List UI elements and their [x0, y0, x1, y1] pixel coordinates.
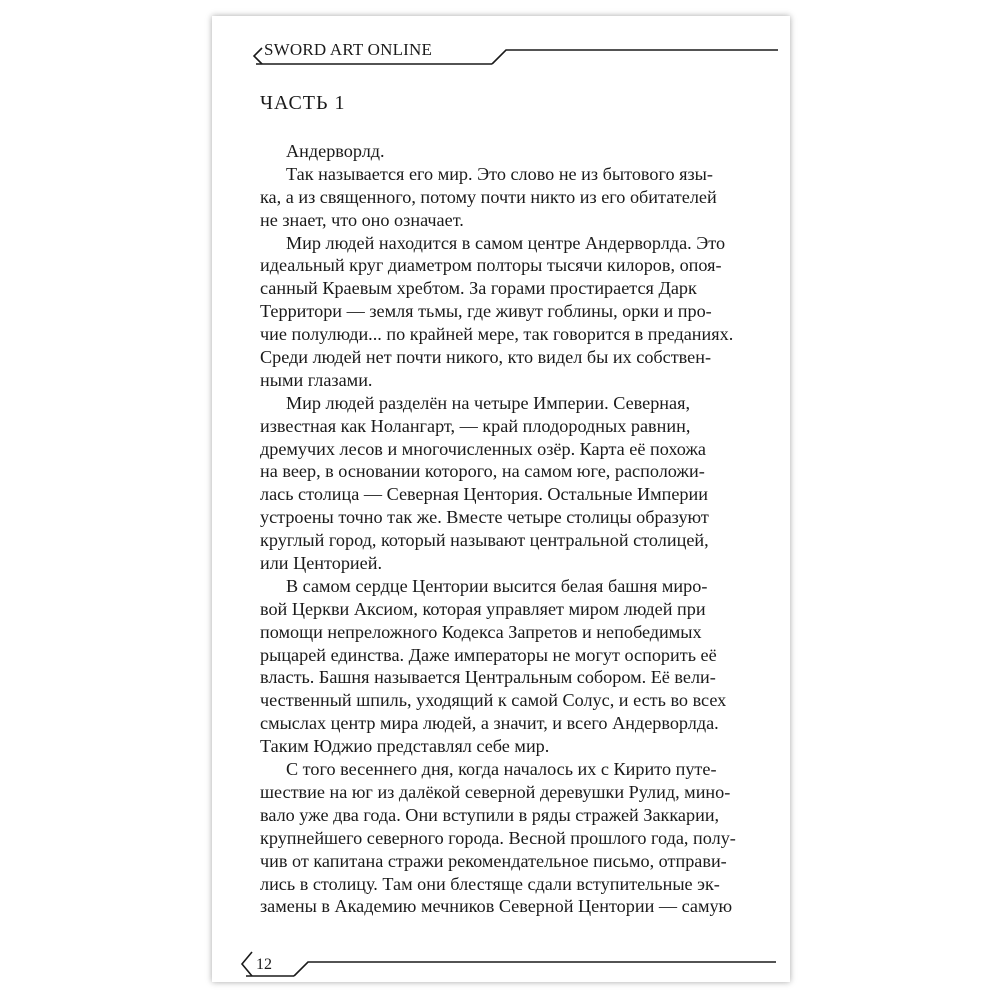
text-line: известная как Нолангарт, — край плодородных равнин, [260, 415, 691, 436]
text-line: Андерворлд. [286, 141, 385, 161]
page-number: 12 [256, 956, 272, 973]
text-line: санный Краевым хребтом. За горами простирается Дарк [260, 278, 697, 299]
text-line: чив от капитана стражи рекомендательное письмо, отправи- [260, 850, 727, 871]
series-title: SWORD ART ONLINE [264, 40, 433, 59]
text-line: крупнейшего северного города. Весной прошлого года, полу- [260, 827, 736, 848]
text-line: не знает, что оно означает. [260, 209, 464, 230]
text-line: замены в Академию мечников Северной Центории — самую [260, 896, 733, 917]
book-page [212, 16, 790, 982]
text-line: Так называется его мир. Это слово не из бытового язы- [286, 163, 713, 184]
chapter-heading: ЧАСТЬ 1 [260, 92, 346, 114]
text-line: власть. Башня называется Центральным собором. Её вели- [260, 667, 716, 688]
text-line: чие полулюди... по крайней мере, так говорится в преданиях. [260, 324, 734, 345]
running-footer [212, 936, 790, 982]
text-line: чественный шпиль, уходящий к самой Солус, и есть во всех [260, 690, 727, 711]
text-line: вало уже два года. Они вступили в ряды стражей Заккарии, [260, 804, 720, 825]
text-line: ка, а из священного, потому почти никто из его обитателей [260, 186, 717, 207]
text-line: идеальный круг диаметром полторы тысячи килоров, опоя- [260, 255, 722, 276]
footer-ornament [212, 936, 790, 982]
text-line: Мир людей находится в самом центре Андерворлда. Это [286, 232, 726, 253]
text-line: Таким Юджио представлял себе мир. [260, 736, 550, 757]
text-line: В самом сердце Центории высится белая башня миро- [286, 575, 708, 596]
text-line: лась столица — Северная Центория. Остальные Империи [260, 484, 708, 505]
text-line: С того весеннего дня, когда началось их с Кирито путе- [286, 759, 717, 780]
text-line: смыслах центр мира людей, а значит, и всего Андерворлда. [260, 713, 719, 734]
text-line: рыцарей единства. Даже императоры не могут оспорить её [260, 644, 717, 665]
text-line: помощи непреложного Кодекса Запретов и непобедимых [260, 621, 702, 642]
text-line: шествие на юг из далёкой северной деревушки Рулид, мино- [260, 781, 731, 802]
text-line: круглый город, который называют центральной столицей, [260, 530, 709, 551]
text-line: вой Церкви Аксиом, которая управляет миром людей при [260, 598, 706, 619]
text-line: ными глазами. [260, 369, 373, 390]
text-line: лись в столицу. Там они блестяще сдали вступительные эк- [260, 873, 720, 894]
text-line: Среди людей нет почти никого, кто видел бы их собствен- [260, 347, 712, 368]
text-line: Мир людей разделён на четыре Империи. Северная, [286, 392, 691, 413]
text-line: Территори — земля тьмы, где живут гоблины, орки и про- [260, 301, 712, 322]
text-line: или Центорией. [260, 553, 383, 574]
text-line: дремучих лесов и многочисленных озёр. Карта её похожа [260, 438, 707, 459]
text-line: на веер, в основании которого, на самом юге, расположи- [260, 461, 705, 482]
text-line: устроены точно так же. Вместе четыре столицы образуют [260, 507, 709, 528]
running-header [212, 16, 790, 76]
body-text [260, 140, 790, 918]
